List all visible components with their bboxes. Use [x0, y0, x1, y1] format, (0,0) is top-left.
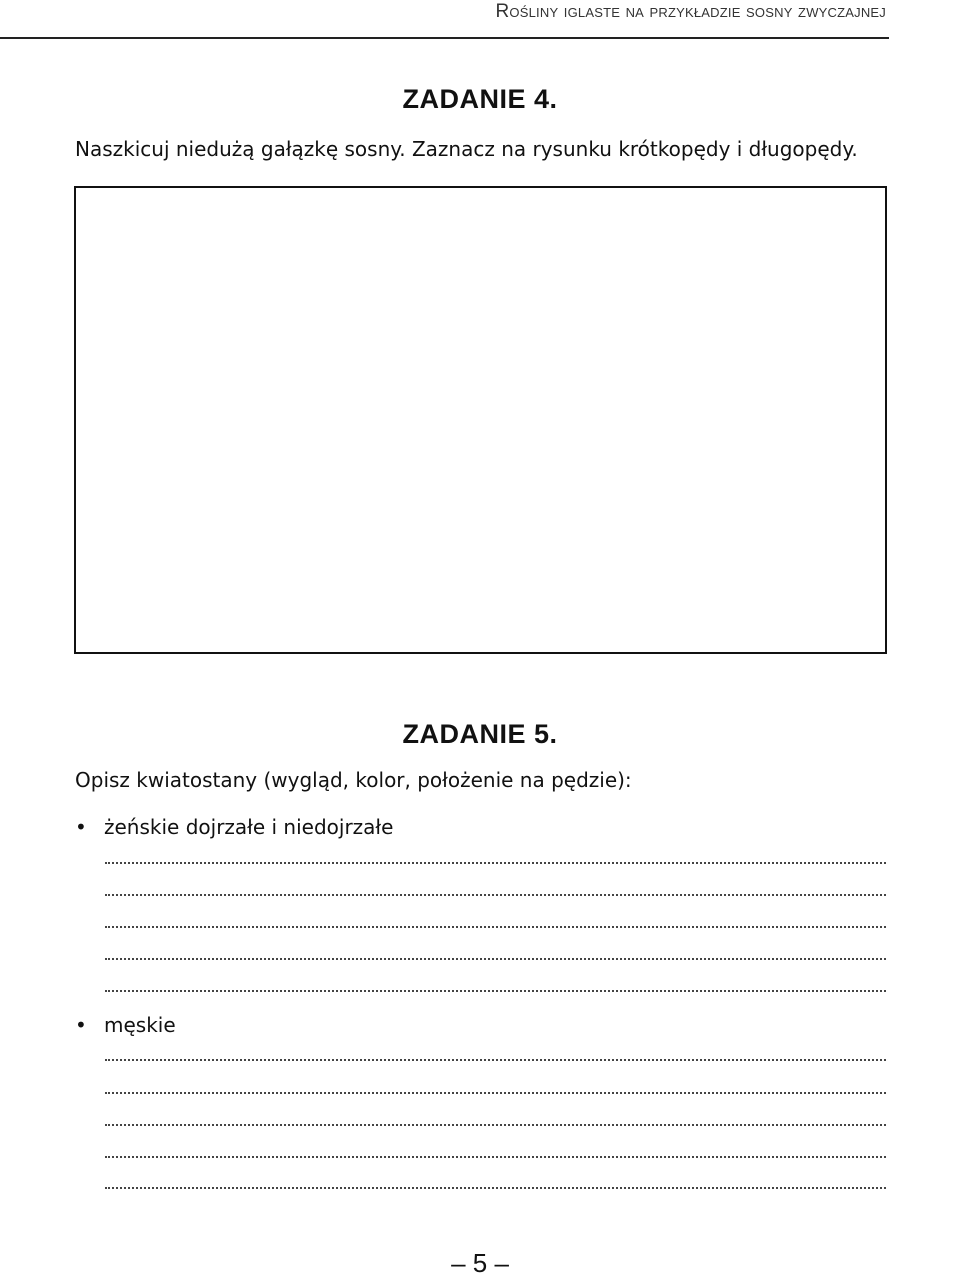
answer-line[interactable]: [105, 1187, 886, 1189]
answer-line[interactable]: [105, 926, 886, 928]
page-number: – 5 –: [451, 1248, 509, 1278]
header-rule: [0, 37, 889, 39]
answer-line[interactable]: [105, 1059, 886, 1061]
answer-line[interactable]: [105, 990, 886, 992]
bullet-label: żeńskie dojrzałe i niedojrzałe: [104, 815, 394, 839]
bullet-item-female: [75, 815, 393, 839]
answer-line[interactable]: [105, 958, 886, 960]
answer-line[interactable]: [105, 1092, 886, 1094]
answer-line[interactable]: [105, 1156, 886, 1158]
running-head: Rośliny iglaste na przykładzie sosny zwyczajnej: [495, 1, 886, 22]
bullet-label: męskie: [104, 1013, 176, 1037]
bullet-item-male: [75, 1013, 176, 1037]
answer-line[interactable]: [105, 862, 886, 864]
task-4-instruction: Naszkicuj niedużą gałązkę sosny. Zaznacz na rysunku krótkopędy i długopędy.: [75, 137, 858, 161]
task-5-title: ZADANIE 5.: [402, 719, 558, 749]
sketch-area[interactable]: [74, 186, 887, 654]
answer-line[interactable]: [105, 894, 886, 896]
bullet-icon: •: [75, 815, 87, 839]
answer-line[interactable]: [105, 1124, 886, 1126]
task-4-title: ZADANIE 4.: [402, 84, 558, 114]
bullet-icon: •: [75, 1013, 87, 1037]
task-5-instruction: Opisz kwiatostany (wygląd, kolor, położenie na pędzie):: [75, 768, 632, 792]
